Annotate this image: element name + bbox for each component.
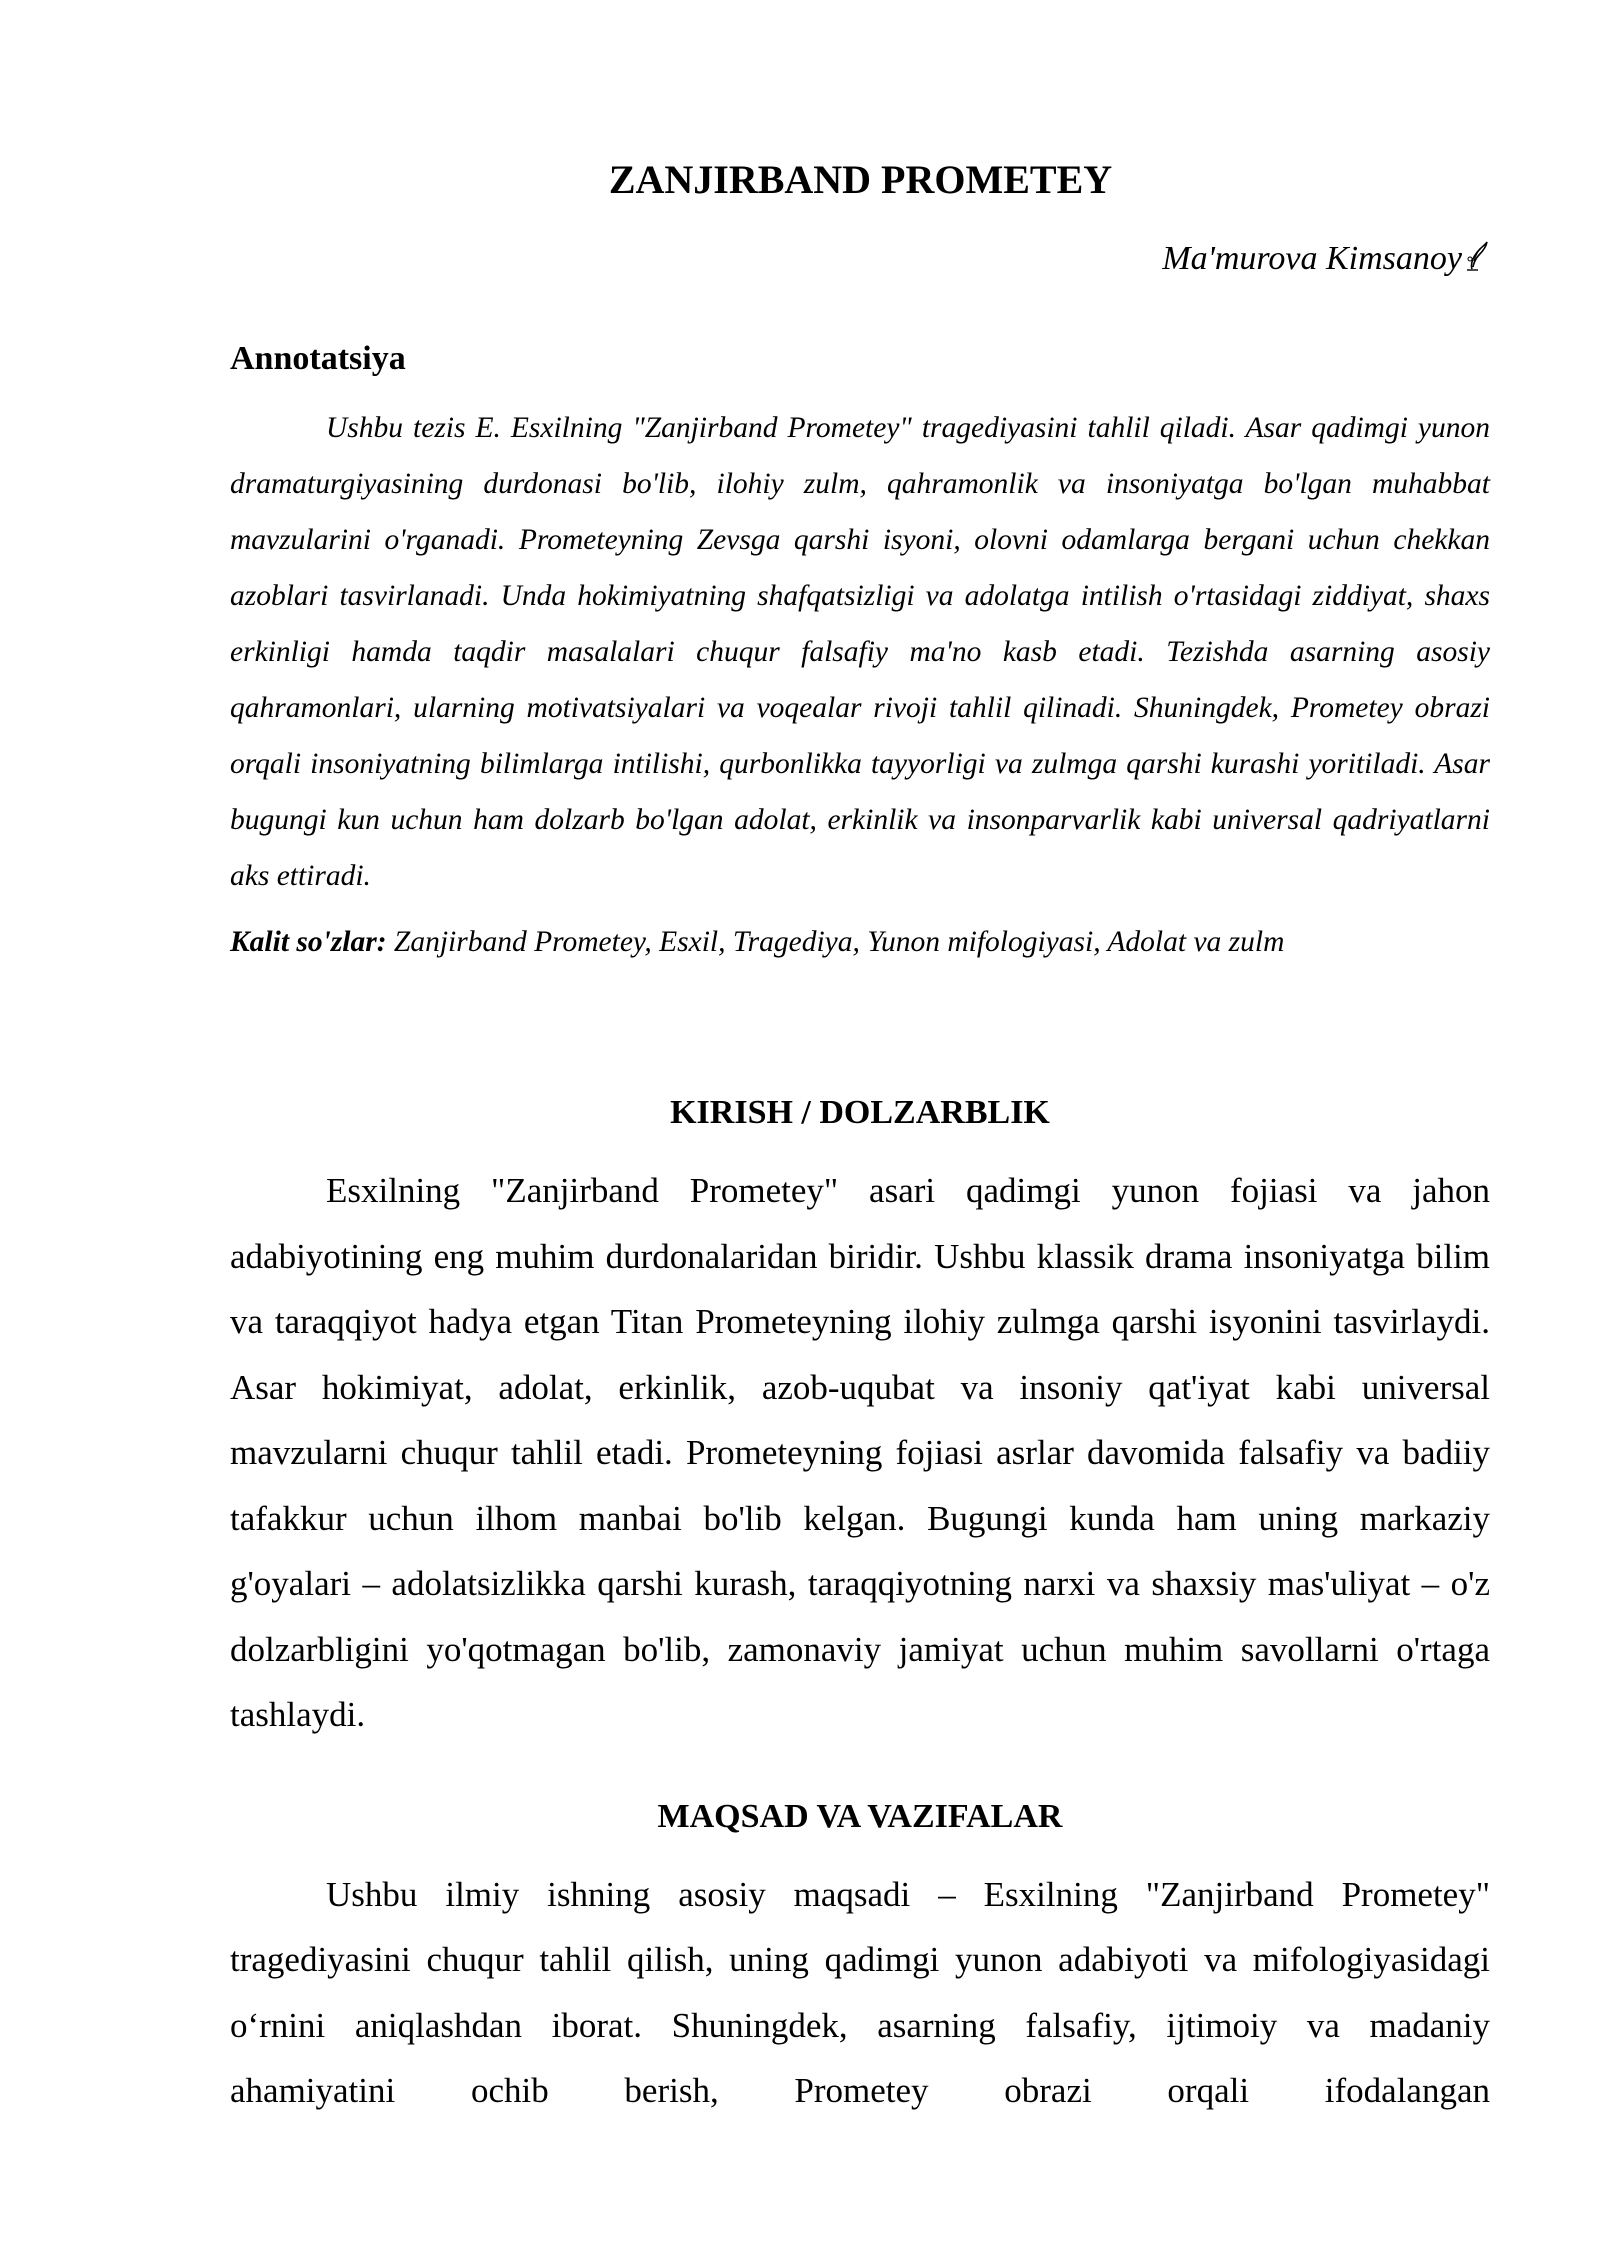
section-heading-kirish: KIRISH / DOLZARBLIK — [670, 1094, 1050, 1131]
annotation-heading: Annotatsiya — [230, 340, 406, 377]
keywords-line — [230, 914, 1490, 970]
pen-icon — [1464, 239, 1490, 273]
section-heading-maqsad: MAQSAD VA VAZIFALAR — [657, 1797, 1063, 1835]
section-text-maqsad: Ushbu ilmiy ishning asosiy maqsadi – Esxilning "Zanjirband Prometey" tragediyasini chuqur tahlil qilish, uning qadimgi yunon adabiyoti va mifologiyasidagi o‘rnini aniqlashdan iborat. Shuningdek, asarning falsafiy, ijtimoiy va madaniy ahamiyatini ochib berish, Prometey obrazi orqali ifodalangan — [230, 1874, 1490, 2110]
document-content — [230, 150, 1490, 2124]
author-line — [230, 236, 1490, 282]
annotation-text: Ushbu tezis E. Esxilning "Zanjirband Prometey" tragediyasini tahlil qiladi. Asar qadimgi yunon dramaturgiyasining durdonasi bo'lib, ilohiy zulm, qahramonlik va insoniyatga bo'lgan muhabbat mavzularini o'rganadi. Prometeyning Zevsga qarshi isyoni, olovni odamlarga bergani uchun chekkan azoblari tasvirlanadi. Unda hokimiyatning shafqatsizligi va adolatga intilish o'rtasidagi ziddiyat, shaxs erkinligi hamda taqdir masalalari chuqur falsafiy ma'no kasb etadi. Tezishda asarning asosiy qahramonlari, ularning motivatsiyalari va voqealar rivoji tahlil qilinadi. Shuningdek, Prometey obrazi orqali insoniyatning bilimlarga intilishi, qurbonlikka tayyorligi va zulmga qarshi kurashi yoritiladi. Asar bugungi kun uchun ham dolzarb bo'lgan adolat, erkinlik va insonparvarlik kabi universal qadriyatlarni aks ettiradi. — [230, 412, 1490, 892]
keywords-label: Kalit so'zlar: — [230, 926, 387, 958]
keywords-values: Zanjirband Prometey, Esxil, Tragediya, Yunon mifologiyasi, Adolat va zulm — [386, 926, 1285, 958]
section-text-kirish: Esxilning "Zanjirband Prometey" asari qadimgi yunon fojiasi va jahon adabiyotining eng muhim durdonalaridan biridir. Ushbu klassik drama insoniyatga bilim va taraqqiyot hadya etgan Titan Prometeyning ilohiy zulmga qarshi isyonini tasvirlaydi. Asar hokimiyat, adolat, erkinlik, azob-uqubat va insoniy qat'iyat kabi universal mavzularni chuqur tahlil etadi. Prometeyning fojiasi asrlar davomida falsafiy va badiiy tafakkur uchun ilhom manbai bo'lib kelgan. Bugungi kunda ham uning markaziy g'oyalari – adolatsizlikka qarshi kurash, taraqqiyotning narxi va shaxsiy mas'uliyat – o'z dolzarbligini yo'qotmagan bo'lib, zamonaviy jamiyat uchun muhim savollarni o'rtaga tashlaydi. — [230, 1171, 1490, 1734]
author-name: Ma'murova Kimsanoy — [1162, 240, 1462, 277]
document-title: ZANJIRBAND PROMETEY — [608, 157, 1113, 202]
